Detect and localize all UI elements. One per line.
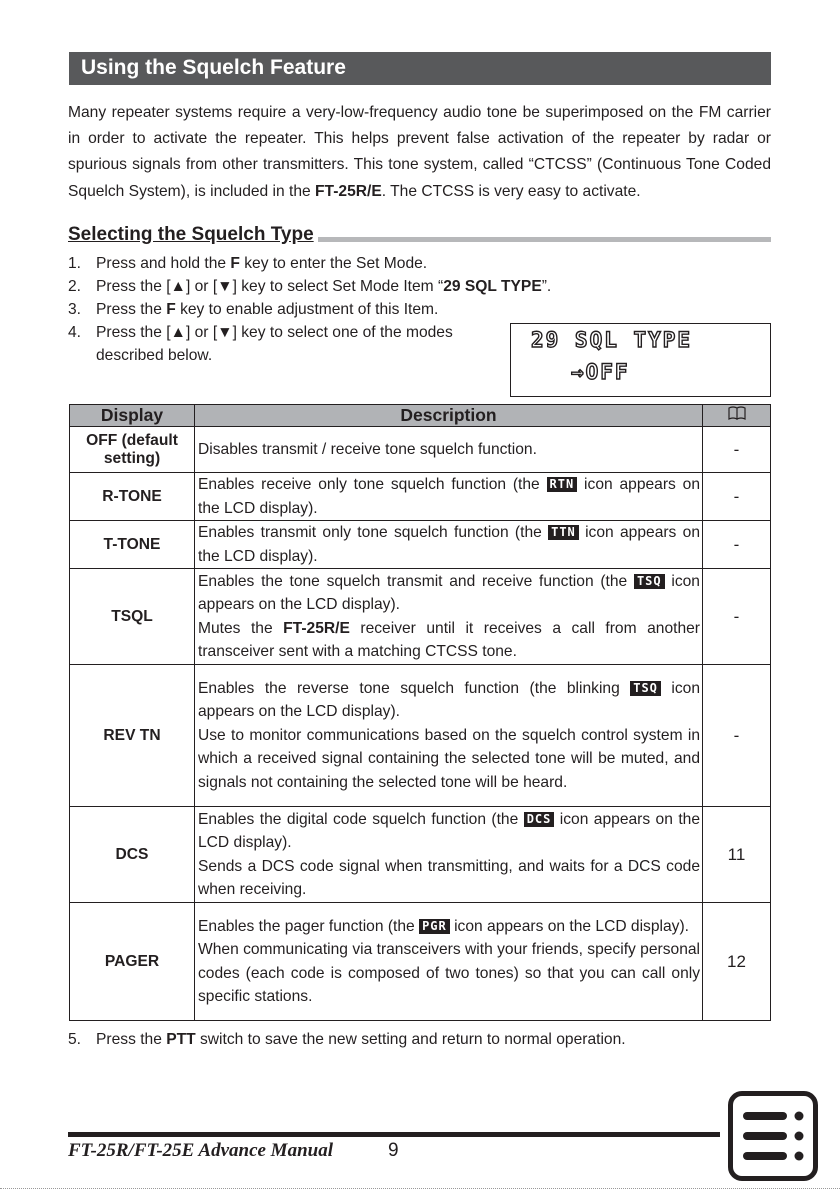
- step-2: 2. Press the [▲] or [▼] key to select Set Mode Item “29 SQL TYPE”.: [68, 278, 552, 295]
- row-display: REV TN: [70, 665, 195, 807]
- step-4: 4. Press the [▲] or [▼] key to select one of the modes described below.: [68, 324, 453, 364]
- intro-text-1: Many repeater systems require a very-low-frequency audio tone be superimposed on the FM carrier in order to activate the repeater. This helps prevent false activation of the repeater by radar or spurious signals from other transmitters. This tone system, called “CTCSS” (Continuous Tone Coded Squelch System), is included in the: [68, 104, 771, 200]
- page-number: 9: [388, 1140, 399, 1161]
- row-ref: -: [703, 665, 771, 807]
- dcs-icon: DCS: [524, 812, 555, 827]
- header-description: Description: [195, 405, 703, 427]
- row-display: DCS: [70, 807, 195, 903]
- lcd-line-1: 29 SQL TYPE: [531, 328, 693, 352]
- ttn-icon: TTN: [548, 525, 579, 540]
- lcd-line-2: →OFF: [571, 360, 630, 384]
- intro-text-2: . The CTCSS is very easy to activate.: [381, 182, 641, 200]
- row-display: PAGER: [70, 903, 195, 1021]
- header-display: Display: [70, 405, 195, 427]
- step-1: 1. Press and hold the F key to enter the Set Mode.: [68, 255, 428, 272]
- row-description: Enables transmit only tone squelch function (the TTN icon appears on the LCD display).: [195, 521, 703, 569]
- table-row: [70, 473, 771, 521]
- step-5: 5. Press the PTT switch to save the new setting and return to normal operation.: [68, 1031, 626, 1048]
- row-ref: 12: [703, 903, 771, 1021]
- subheading-text: Selecting the Squelch Type: [68, 224, 318, 246]
- row-ref: -: [703, 521, 771, 569]
- bottom-dotted-line: [0, 1188, 840, 1189]
- table-row: [70, 903, 771, 1021]
- intro-paragraph: [68, 100, 771, 205]
- pgr-icon: PGR: [419, 919, 450, 934]
- table-header-row: [70, 405, 771, 427]
- row-ref: -: [703, 427, 771, 473]
- row-ref: -: [703, 473, 771, 521]
- row-description: Enables receive only tone squelch function (the RTN icon appears on the LCD display).: [195, 473, 703, 521]
- table-row: [70, 807, 771, 903]
- row-ref: -: [703, 569, 771, 665]
- row-description: Enables the tone squelch transmit and receive function (the TSQ icon appears on the LCD display). Mutes the FT-25R/E receiver until it receives a call from another transceiver sent with a matching CTCSS tone.: [195, 569, 703, 665]
- squelch-modes-table: [69, 404, 771, 1021]
- footer-rule: [68, 1132, 720, 1137]
- row-display: OFF (default setting): [70, 427, 195, 473]
- section-title: Using the Squelch Feature: [81, 56, 346, 79]
- lcd-display: [510, 323, 771, 397]
- row-display: T-TONE: [70, 521, 195, 569]
- table-row: [70, 521, 771, 569]
- row-display: TSQL: [70, 569, 195, 665]
- row-description: Enables the digital code squelch function (the DCS icon appears on the LCD display). Sends a DCS code signal when transmitting, and waits for a DCS code when receiving.: [195, 807, 703, 903]
- rtn-icon: RTN: [547, 477, 578, 492]
- subheading: [68, 224, 771, 246]
- row-description: Enables the pager function (the PGR icon appears on the LCD display). When communicating via transceivers with your friends, specify personal codes (each code is composed of two tones) so that you can call only specific stations.: [195, 903, 703, 1021]
- row-display: R-TONE: [70, 473, 195, 521]
- row-ref: 11: [703, 807, 771, 903]
- tsq-blinking-icon: TSQ: [630, 681, 661, 696]
- table-row: [70, 665, 771, 807]
- row-description: Disables transmit / receive tone squelch function.: [195, 427, 703, 473]
- steps-list: [68, 252, 552, 367]
- book-icon: [703, 405, 771, 427]
- section-title-bar: [69, 52, 771, 85]
- table-row: [70, 427, 771, 473]
- intro-model: FT-25R/E: [315, 182, 382, 200]
- row-description: Enables the reverse tone squelch function (the blinking TSQ icon appears on the LCD display). Use to monitor communications based on the squelch control system in which a received signal containing the selected tone will be muted, and signals not containing the selected tone will be heard.: [195, 665, 703, 807]
- tsq-icon: TSQ: [634, 574, 665, 589]
- step-3: 3. Press the F key to enable adjustment of this Item.: [68, 301, 439, 318]
- footer-title: FT-25R/FT-25E Advance Manual: [68, 1140, 333, 1161]
- menu-list-icon[interactable]: [728, 1091, 818, 1181]
- table-row: [70, 569, 771, 665]
